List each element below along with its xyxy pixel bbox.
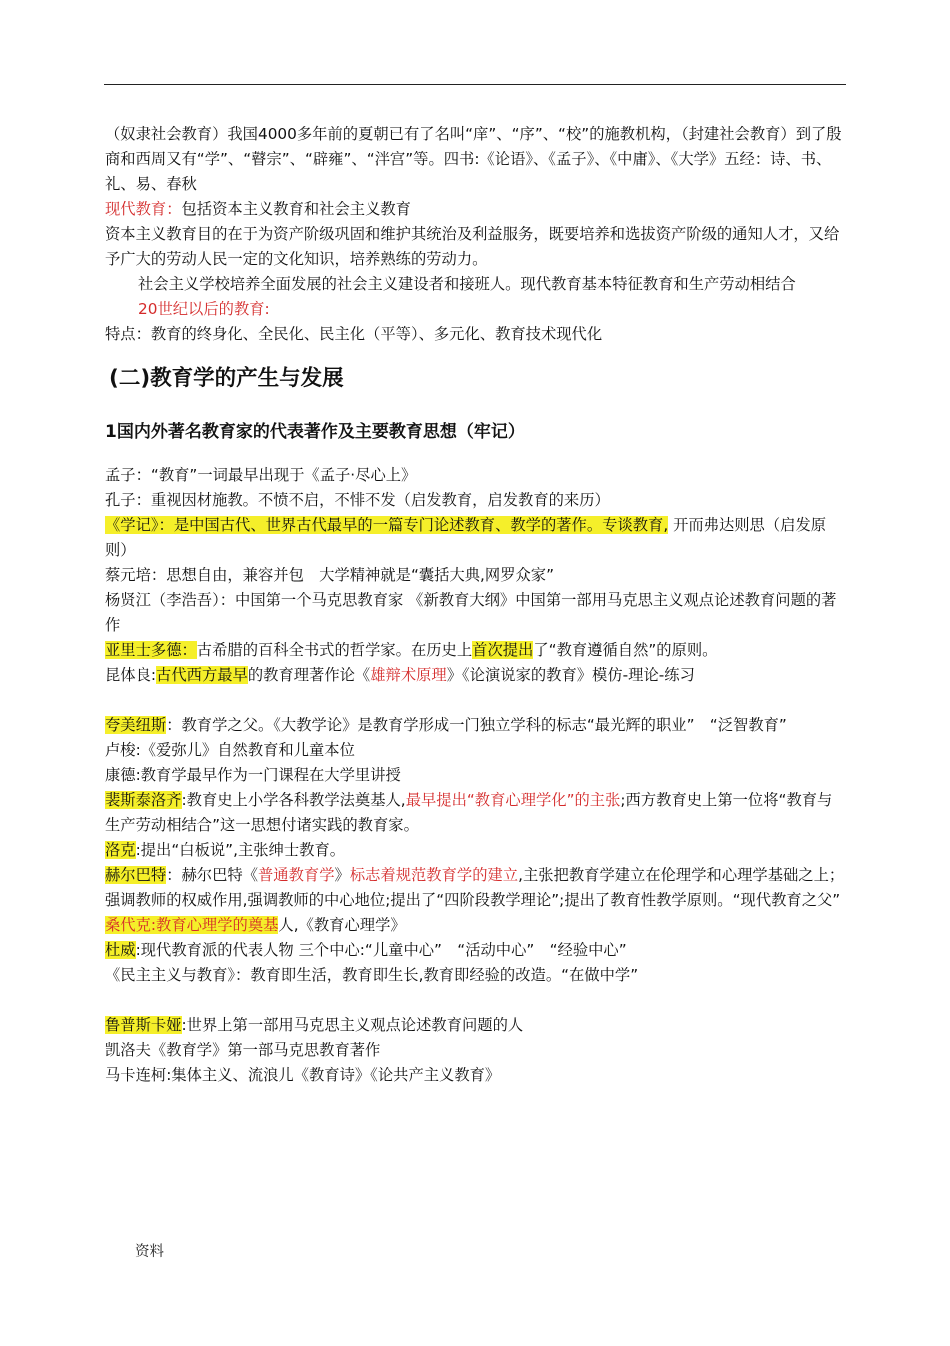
entry-herbart: 赫尔巴特：赫尔巴特《普通教育学》标志着规范教育学的建立,主张把教育学建立在伦理学和心理学基础之上；强调教师的权威作用,强调教师的中心地位;提出了“四阶段教学理论”;提出了教育性教学原则。“现代教育之父”	[105, 866, 845, 909]
century20-features: 特点：教育的终身化、全民化、民主化（平等）、多元化、教育技术现代化	[105, 325, 603, 343]
entry-yang: 杨贤江（李浩吾）：中国第一个马克思教育家 《新教育大纲》中国第一部用马克思主义观点论述教育问题的著作	[105, 591, 837, 634]
thorndike-highlight: 桑代克:教育心理学的奠基	[105, 916, 279, 934]
document-body	[105, 122, 847, 1088]
entry-rousseau: 卢梭:《爱弥儿》自然教育和儿童本位	[105, 741, 355, 759]
entry-thorndike: 桑代克:教育心理学的奠基人,《教育心理学》	[105, 916, 406, 934]
intro-paragraph: （奴隶社会教育）我国4000多年前的夏朝已有了名叫“庠”、“序”、“校”的施教机构，（封建社会教育）到了殷商和西周又有“学”、“瞽宗”、“辟雍”、“泮宫”等。四书:《论语》、《孟子》、《中庸》、《大学》五经：诗、书、礼、易、春秋	[105, 125, 842, 193]
section-title: (二)教育学的产生与发展	[109, 366, 344, 391]
modern-education-label: 现代教育：	[105, 200, 182, 218]
comenius-name: 夸美纽斯	[105, 716, 167, 734]
entry-quintilian: 昆体良:古代西方最早的教育理著作论《雄辩术原理》《论演说家的教育》模仿-理论-练习	[105, 666, 695, 684]
entry-kairov: 凯洛夫《教育学》第一部马克思教育著作	[105, 1041, 381, 1059]
entry-pestalozzi: 裴斯泰洛齐:教育史上小学各科教学法奠基人,最早提出“教育心理学化”的主张;西方教育史上第一位将“教育与生产劳动相结合”这一思想付诸实践的教育家。	[105, 791, 833, 834]
aristotle-name: 亚里士多德：	[105, 641, 197, 659]
modern-education-line: 现代教育：包括资本主义教育和社会主义教育	[105, 200, 411, 218]
entry-dewey-book: 《民主主义与教育》：教育即生活，教育即生长,教育即经验的改造。“在做中学”	[105, 966, 639, 984]
subsection-title: 1国内外著名教育家的代表著作及主要教育思想（牢记）	[105, 422, 525, 442]
herbart-name: 赫尔巴特	[105, 866, 167, 884]
entry-locke: 洛克:提出“白板说”,主张绅士教育。	[105, 841, 346, 859]
entry-krupskaya: 鲁普斯卡娅:世界上第一部用马克思主义观点论述教育问题的人	[105, 1016, 524, 1034]
century20-label: 20世纪以后的教育:	[138, 300, 270, 318]
locke-name: 洛克	[105, 841, 136, 859]
entry-comenius: 夸美纽斯：教育学之父。《大教学论》是教育学形成一门独立学科的标志“最光辉的职业” “泛智教育”	[105, 716, 787, 734]
krupskaya-name: 鲁普斯卡娅	[105, 1016, 182, 1034]
entry-mengzi: 孟子：“教育”一词最早出现于《孟子·尽心上》	[105, 466, 417, 484]
entry-cai: 蔡元培：思想自由，兼容并包 大学精神就是“囊括大典,网罗众家”	[105, 566, 555, 584]
header-rule	[104, 84, 846, 85]
entry-kongzi: 孔子：重视因材施教。不愤不启，不悱不发（启发教育，启发教育的来历）	[105, 491, 610, 509]
xueji-highlight: 《学记》：是中国古代、世界古代最早的一篇专门论述教育、教学的著作。专谈教育,	[105, 516, 669, 534]
entry-dewey: 杜威:现代教育派的代表人物 三个中心:“儿童中心” “活动中心” “经验中心”	[105, 941, 627, 959]
entry-kant: 康德:教育学最早作为一门课程在大学里讲授	[105, 766, 401, 784]
dewey-name: 杜威	[105, 941, 136, 959]
entry-makarenko: 马卡连柯:集体主义、流浪儿《教育诗》《论共产主义教育》	[105, 1066, 501, 1084]
entry-aristotle: 亚里士多德：古希腊的百科全书式的哲学家。在历史上首次提出了“教育遵循自然”的原则。	[105, 641, 718, 659]
capitalism-paragraph: 资本主义教育目的在于为资产阶级巩固和维护其统治及利益服务，既要培养和选拔资产阶级的通知人才，又给予广大的劳动人民一定的文化知识，培养熟练的劳动力。	[105, 225, 840, 268]
entry-xueji: 《学记》：是中国古代、世界古代最早的一篇专门论述教育、教学的著作。专谈教育, 开而弗达则思（启发原则）	[105, 516, 827, 559]
socialism-paragraph: 社会主义学校培养全面发展的社会主义建设者和接班人。现代教育基本特征教育和生产劳动相结合	[138, 275, 796, 293]
pestalozzi-name: 裴斯泰洛齐	[105, 791, 182, 809]
page-footer: 资料	[135, 1244, 164, 1260]
